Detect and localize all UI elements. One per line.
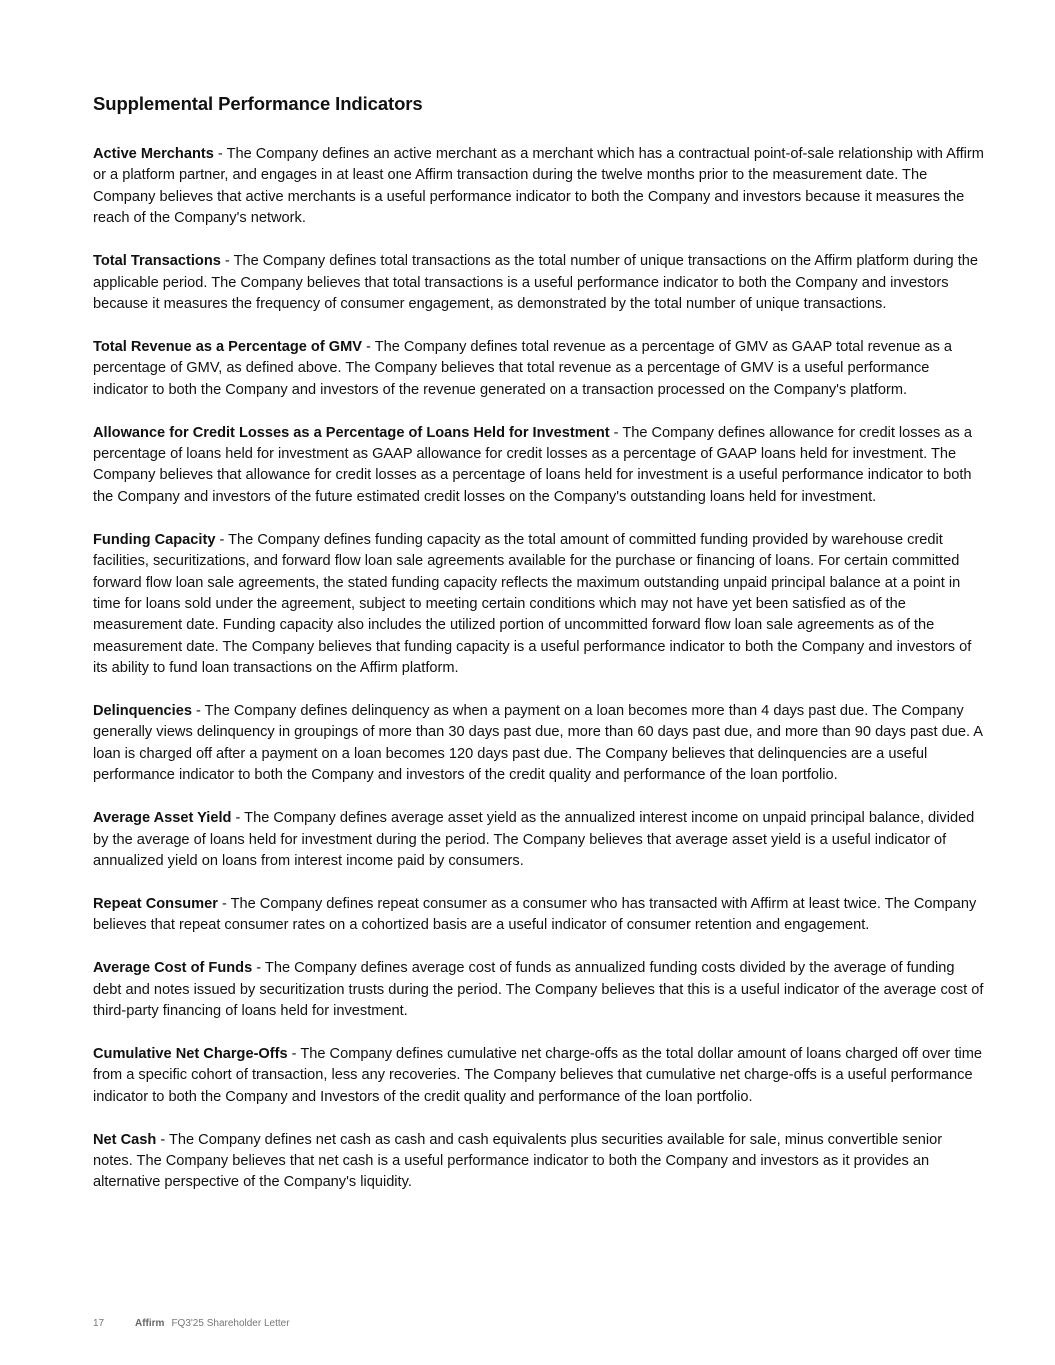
definition-term: Allowance for Credit Losses as a Percentage of Loans Held for Investment bbox=[93, 424, 610, 441]
definition-text: - The Company defines allowance for credit losses as a percentage of loans held for investment as GAAP allowance for credit losses as a percentage of GAAP loans held for investment. The Company believes that allowance for credit losses as a percentage of loans held for investment is a useful performance indicator to both the Company and investors of the future estimated credit losses on the Company's outstanding loans held for investment. bbox=[93, 424, 972, 505]
definition-term: Average Asset Yield bbox=[93, 810, 232, 827]
footer-doc-title: FQ3'25 Shareholder Letter bbox=[171, 1318, 290, 1329]
definition-term: Total Revenue as a Percentage of GMV bbox=[93, 338, 362, 355]
definition-text: - The Company defines net cash as cash and cash equivalents plus securities available for sale, minus convertible senior notes. The Company believes that net cash is a useful performance indicator to both the Company and investors as it provides an alternative perspective of the Company's liquidity. bbox=[93, 1131, 943, 1191]
definition-term: Repeat Consumer bbox=[93, 895, 218, 912]
definition-text: - The Company defines repeat consumer as a consumer who has transacted with Affirm at least twice. The Company believes that repeat consumer rates on a cohortized basis are a useful indicator of consumer retention and engagement. bbox=[93, 895, 977, 934]
definition-text: - The Company defines total revenue as a percentage of GMV as GAAP total revenue as a percentage of GMV, as defined above. The Company believes that total revenue as a percentage of GMV is a useful performance indicator to both the Company and investors of the revenue generated on a transaction processed on the Company's platform. bbox=[93, 338, 953, 398]
definition-delinquencies bbox=[93, 701, 985, 787]
page-number: 17 bbox=[93, 1318, 105, 1329]
definition-funding-capacity bbox=[93, 530, 985, 680]
definition-repeat-consumer bbox=[93, 894, 985, 937]
page-footer bbox=[93, 1317, 290, 1331]
definition-allowance-credit-losses bbox=[93, 423, 985, 509]
definition-term: Funding Capacity bbox=[93, 531, 216, 548]
definition-text: - The Company defines cumulative net charge-offs as the total dollar amount of loans charged off over time from a specific cohort of transaction, less any recoveries. The Company believes that cumulative net charge-offs is a useful performance indicator to both the Company and Investors of the credit quality and performance of the loan portfolio. bbox=[93, 1045, 983, 1105]
footer-brand: Affirm bbox=[135, 1318, 165, 1329]
definition-term: Net Cash bbox=[93, 1131, 157, 1148]
definition-average-cost-of-funds bbox=[93, 958, 985, 1022]
page-title: Supplemental Performance Indicators bbox=[93, 93, 423, 114]
definition-term: Total Transactions bbox=[93, 253, 221, 270]
definition-text: - The Company defines average asset yield as the annualized interest income on unpaid principal balance, divided by the average of loans held for investment during the period. The Company believes that average asset yield is a useful indicator of annualized yield on loans from interest income paid by consumers. bbox=[93, 810, 975, 869]
definition-text: - The Company defines an active merchant as a merchant which has a contractual point-of-sale relationship with Affirm or a platform partner, and engages in at least one Affirm transaction during the twelve months prior to the measurement date. The Company believes that active merchants is a useful performance indicator to both the Company and investors because it measures the reach of the Company's network. bbox=[93, 146, 984, 227]
definition-net-cash bbox=[93, 1130, 985, 1194]
document-body bbox=[93, 92, 985, 1215]
definition-total-transactions bbox=[93, 251, 985, 315]
definition-term: Cumulative Net Charge-Offs bbox=[93, 1045, 288, 1062]
definition-text: - The Company defines funding capacity as the total amount of committed funding provided by warehouse credit facilities, securitizations, and forward flow loan sale agreements available for the purchase or financing of loans. For certain committed forward flow loan sale agreements, the stated funding capacity reflects the maximum outstanding unpaid principal balance at a point in time for loans sold under the agreement, subject to meeting certain conditions which may not have yet been satisfied as of the measurement date. Funding capacity also includes the utilized portion of uncommitted forward flow loan sale agreements as of the measurement date. The Company believes that funding capacity is a useful performance indicator to both the Company and investors of its ability to fund loan transactions on the Affirm platform. bbox=[93, 531, 972, 677]
definition-text: - The Company defines delinquency as when a payment on a loan becomes more than 4 days past due. The Company generally views delinquency in groupings of more than 30 days past due, more than 60 days past due, and more than 90 days past due. A loan is charged off after a payment on a loan becomes 120 days past due. The Company believes that delinquencies are a useful performance indicator to both the Company and investors of the credit quality and performance of the loan portfolio. bbox=[93, 703, 983, 784]
definition-term: Active Merchants bbox=[93, 146, 214, 162]
definition-text: - The Company defines average cost of funds as annualized funding costs divided by the average of funding debt and notes issued by securitization trusts during the period. The Company believes that this is a useful indicator of the average cost of third-party financing of loans held for investment. bbox=[93, 960, 984, 1019]
definition-average-asset-yield bbox=[93, 808, 985, 872]
definition-term: Average Cost of Funds bbox=[93, 960, 253, 977]
definition-term: Delinquencies bbox=[93, 703, 192, 720]
definition-active-merchants bbox=[93, 144, 985, 230]
definition-total-revenue-pct-gmv bbox=[93, 337, 985, 401]
definition-cumulative-net-charge-offs bbox=[93, 1044, 985, 1108]
definition-text: - The Company defines total transactions as the total number of unique transactions on the Affirm platform during the applicable period. The Company believes that total transactions is a useful performance indicator to both the Company and investors because it measures the frequency of consumer engagement, as demonstrated by the total number of unique transactions. bbox=[93, 253, 978, 312]
